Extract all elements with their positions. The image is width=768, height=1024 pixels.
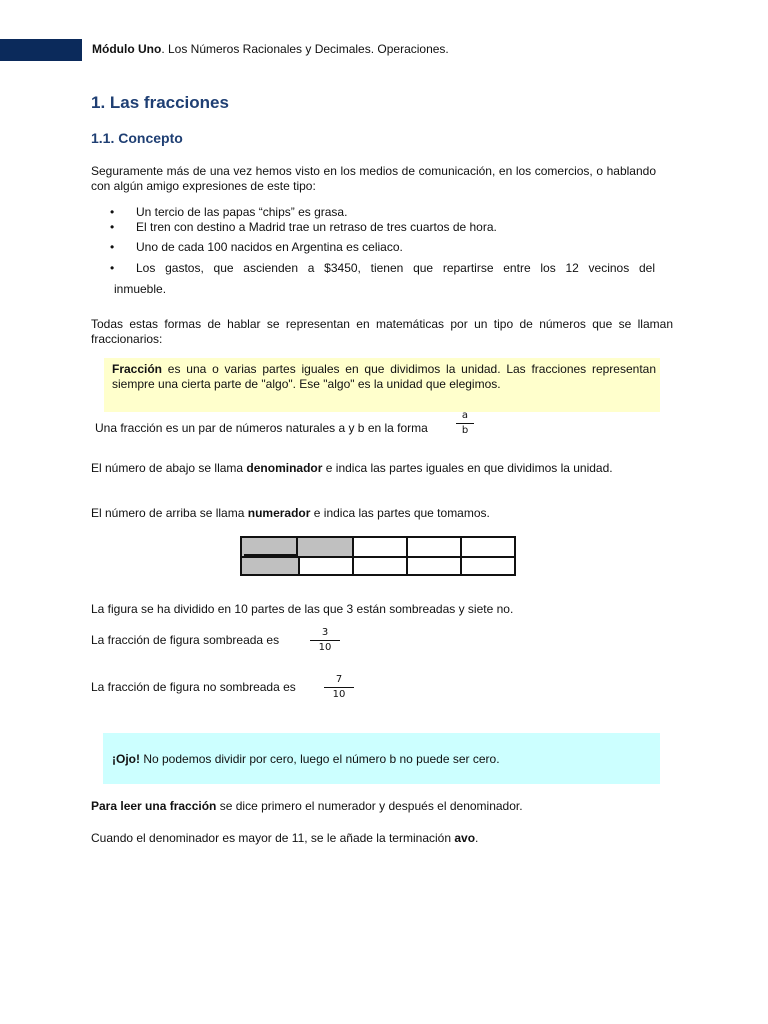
avo-term: avo	[454, 831, 476, 845]
module-label: Módulo Uno	[92, 42, 162, 56]
header-bar	[0, 39, 82, 61]
figure-cell	[406, 556, 462, 576]
list-item: • Un tercio de las papas “chips” es grasa.	[110, 205, 348, 219]
bullet-icon: •	[110, 240, 115, 254]
reading-paragraph: Para leer una fracción se dice primero el numerador y después el denominador.	[91, 799, 523, 813]
fraction-bar	[310, 640, 340, 641]
list-item: • Los gastos, que ascienden a $3450, tienen que repartirse entre los 12 vecinos del inmueble.	[110, 261, 655, 296]
bullet-icon: •	[110, 261, 115, 275]
numerator-paragraph: El número de arriba se llama numerador e indica las partes que tomamos.	[91, 506, 490, 520]
bullet-icon: •	[110, 205, 115, 219]
figure-cell	[352, 536, 408, 558]
section-subtitle: 1.1. Concepto	[91, 130, 183, 146]
figure-cell	[240, 556, 300, 576]
module-title: . Los Números Racionales y Decimales. Operaciones.	[161, 42, 449, 56]
figure-cell	[406, 536, 462, 558]
fraction-bar	[456, 423, 474, 424]
bullet-icon: •	[110, 220, 115, 234]
unshaded-fraction-sentence: La fracción de figura no sombreada es	[91, 680, 296, 694]
section-title: 1. Las fracciones	[91, 93, 229, 112]
fractional-numbers-paragraph: Todas estas formas de hablar se representan en matemáticas por un tipo de números que se llaman fraccionarios:	[91, 317, 673, 346]
fraction-denominator: 10	[332, 689, 346, 700]
fraction-numerator: 3	[321, 627, 329, 638]
figure-cell	[460, 536, 516, 558]
warning-box	[103, 733, 660, 784]
list-item: • Uno de cada 100 nacidos en Argentina es celiaco.	[110, 240, 403, 254]
intro-paragraph: Seguramente más de una vez hemos visto en los medios de comunicación, en los comercios, o hablando con algún amigo expresiones de este tipo:	[91, 164, 656, 193]
warning-term: ¡Ojo!	[112, 752, 140, 766]
denominator-term: denominador	[246, 461, 323, 475]
fraction-bar	[324, 687, 354, 688]
figure-line	[244, 554, 296, 556]
figure-caption: La figura se ha dividido en 10 partes de las que 3 están sombreadas y siete no.	[91, 602, 514, 616]
fraction-figure	[240, 536, 516, 576]
figure-cell	[352, 556, 408, 576]
pair-sentence: Una fracción es un par de números naturales a y b en la forma	[95, 421, 428, 435]
fraction-numerator: a	[461, 410, 469, 421]
fraction-a-over-b	[456, 410, 474, 437]
warning-text: ¡Ojo! No podemos dividir por cero, luego el número b no puede ser cero.	[112, 752, 500, 766]
unshaded-fraction	[324, 674, 354, 701]
figure-cell	[460, 556, 516, 576]
fraction-numerator: 7	[335, 674, 343, 685]
fraction-denominator: b	[461, 425, 469, 436]
reading-term: Para leer una fracción	[91, 799, 217, 813]
shaded-fraction-sentence: La fracción de figura sombreada es	[91, 633, 280, 647]
definition-text: Fracción es una o varias partes iguales en que dividimos la unidad. Las fracciones representan siempre una cierta parte de "algo". Ese "algo" es la unidad que elegimos.	[112, 362, 656, 391]
list-item: • El tren con destino a Madrid trae un retraso de tres cuartos de hora.	[110, 220, 497, 234]
definition-term: Fracción	[112, 362, 163, 376]
shaded-fraction	[310, 627, 340, 654]
running-header	[92, 42, 449, 56]
definition-box	[104, 358, 660, 412]
figure-cell	[298, 556, 354, 576]
fraction-denominator: 10	[318, 642, 332, 653]
avo-paragraph: Cuando el denominador es mayor de 11, se le añade la terminación avo.	[91, 831, 479, 845]
numerator-term: numerador	[247, 506, 311, 520]
denominator-paragraph: El número de abajo se llama denominador e indica las partes iguales en que dividimos la unidad.	[91, 461, 613, 475]
figure-cell	[296, 536, 354, 558]
